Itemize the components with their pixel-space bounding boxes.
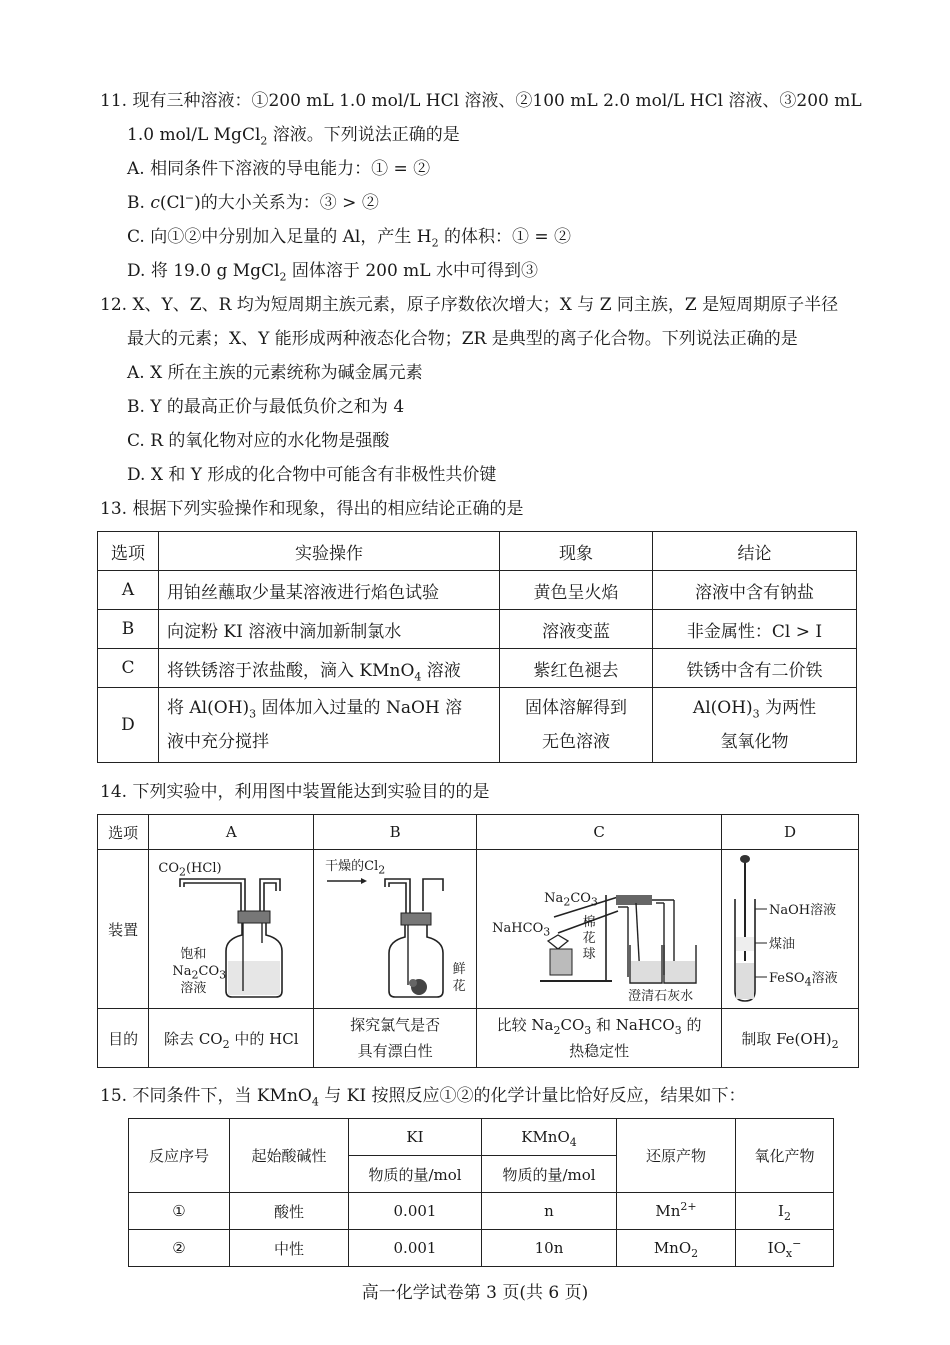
q13-cell-phenomenon: 溶液变蓝 bbox=[500, 610, 653, 649]
a-liquid-label-3: 溶液 bbox=[180, 981, 207, 996]
q13-cell-option: B bbox=[98, 610, 159, 649]
q15-cell-no: ② bbox=[129, 1230, 230, 1267]
q13-cell-option: C bbox=[98, 649, 159, 688]
q14-purpose-c: 比较 $Na_2CO_3$ 和 NaHCO$_3$ 的 热稳定性 bbox=[477, 1009, 722, 1068]
a-liquid-label-1: 饱和 bbox=[180, 947, 207, 962]
q13-cell-option: D bbox=[98, 688, 159, 763]
q13-header-conclusion: 结论 bbox=[653, 532, 857, 571]
table-row bbox=[98, 532, 857, 571]
q14-header-option: 选项 bbox=[98, 815, 149, 850]
table-row bbox=[129, 1193, 834, 1230]
q14-header-d: D bbox=[722, 815, 859, 850]
q13-cell-conclusion: 铁锈中含有二价铁 bbox=[653, 649, 857, 688]
q15-stem: 15. 不同条件下，当 KMnO$_4$ 与 KI 按照反应①②的化学计量比恰好反应，结果如下： bbox=[100, 1086, 746, 1109]
q15-cell-kmno4: n bbox=[482, 1193, 617, 1230]
b-gas-label: 干燥的$Cl_2$ bbox=[325, 859, 386, 877]
q15-header-ki-unit: 物质的量/mol bbox=[349, 1156, 482, 1193]
q12-stem-line2: 最大的元素；X、Y 能形成两种液态化合物；ZR 是典型的离子化合物。下列说法正确的是 bbox=[127, 329, 798, 349]
q15-cell-reduction: MnO$_2$ bbox=[617, 1230, 736, 1267]
q13-cell-phenomenon: 固体溶解得到 无色溶液 bbox=[500, 688, 653, 763]
q12-stem-line1: 12. X、Y、Z、R 均为短周期主族元素，原子序数依次增大；X 与 Z 同主族，Z 是短周期原子半径 bbox=[100, 295, 839, 315]
q13-cell-phenomenon: 黄色呈火焰 bbox=[500, 571, 653, 610]
q13-header-phenomenon: 现象 bbox=[500, 532, 653, 571]
q11-option-d: D. 将 19.0 g MgCl$_2$ 固体溶于 200 mL 水中可得到③ bbox=[127, 261, 538, 284]
table-row bbox=[129, 1230, 834, 1267]
q11-stem-line2: 1.0 mol/L MgCl$_2$ 溶液。下列说法正确的是 bbox=[127, 125, 460, 148]
d-oil-label: 煤油 bbox=[769, 937, 796, 952]
table-row bbox=[98, 571, 857, 610]
table-row bbox=[98, 649, 857, 688]
q13-cell-option: A bbox=[98, 571, 159, 610]
table-row bbox=[98, 610, 857, 649]
q13-cell-operation: 将铁锈溶于浓盐酸，滴入 KMnO$_4$ 溶液 bbox=[159, 649, 500, 688]
q12-option-d: D. X 和 Y 形成的化合物中可能含有非极性共价键 bbox=[127, 465, 497, 485]
q14-device-b bbox=[314, 850, 477, 1009]
table-row bbox=[129, 1119, 834, 1156]
q11-option-a: A. 相同条件下溶液的导电能力：① = ② bbox=[127, 159, 431, 179]
q13-cell-operation: 将 $Al(OH)_3$ 固体加入过量的 NaOH 溶 液中充分搅拌 bbox=[159, 688, 500, 763]
q14-row-purpose-label: 目的 bbox=[98, 1009, 149, 1068]
q15-header-kmno4-unit: 物质的量/mol bbox=[482, 1156, 617, 1193]
q11-stem-line1: 11. 现有三种溶液：①200 mL 1.0 mol/L HCl 溶液、②100 mL 2.0 mol/L HCl 溶液、③200 mL bbox=[100, 91, 862, 111]
q15-header-ki: KI bbox=[349, 1119, 482, 1156]
q13-cell-operation: 向淀粉 KI 溶液中滴加新制氯水 bbox=[159, 610, 500, 649]
q14-header-b: B bbox=[314, 815, 477, 850]
q15-cell-reduction: $Mn^{2+}$ bbox=[617, 1193, 736, 1230]
q14-device-c bbox=[477, 850, 722, 1009]
q14-purpose-d: 制取 $Fe(OH)_2$ bbox=[722, 1009, 859, 1068]
q12-option-a: A. X 所在主族的元素统称为碱金属元素 bbox=[127, 363, 423, 383]
table-row bbox=[98, 815, 859, 850]
table-row bbox=[98, 1009, 859, 1068]
q14-stem: 14. 下列实验中，利用图中装置能达到实验目的的是 bbox=[100, 782, 490, 802]
a-liquid-label-2: $Na_2CO_3$ bbox=[172, 964, 227, 982]
q13-cell-conclusion: $Al(OH)_3$ 为两性 氢氧化物 bbox=[653, 688, 857, 763]
q13-cell-phenomenon: 紫红色褪去 bbox=[500, 649, 653, 688]
q15-cell-no: ① bbox=[129, 1193, 230, 1230]
q13-cell-conclusion: 非金属性：Cl > I bbox=[653, 610, 857, 649]
table-row bbox=[98, 688, 857, 763]
q12-option-b: B. Y 的最高正价与最低负价之和为 4 bbox=[127, 397, 405, 417]
d-naoh-label: NaOH溶液 bbox=[769, 903, 837, 918]
q11-option-c: C. 向①②中分别加入足量的 Al，产生 $H_2$ 的体积：① = ② bbox=[127, 227, 572, 250]
q13-stem: 13. 根据下列实验操作和现象，得出的相应结论正确的是 bbox=[100, 499, 524, 519]
c-cotton-label: 棉花球 bbox=[582, 915, 596, 962]
b-flower-label: 鲜花 bbox=[452, 962, 466, 994]
c-limewater-label: 澄清石灰水 bbox=[628, 989, 694, 1004]
q15-cell-acidity: 中性 bbox=[230, 1230, 349, 1267]
table-row bbox=[98, 850, 859, 1009]
q12-option-c: C. R 的氧化物对应的水化物是强酸 bbox=[127, 431, 390, 451]
q15-cell-ki: 0.001 bbox=[349, 1193, 482, 1230]
q14-device-d bbox=[722, 850, 859, 1009]
q15-header-no: 反应序号 bbox=[129, 1119, 230, 1193]
q15-cell-oxidation: $IO_x^-$ bbox=[736, 1230, 834, 1267]
q13-table bbox=[97, 531, 857, 763]
q14-table bbox=[97, 814, 859, 1068]
q15-header-kmno4: KMnO$_4$ bbox=[482, 1119, 617, 1156]
q14-purpose-b: 探究氯气是否 具有漂白性 bbox=[314, 1009, 477, 1068]
d-feso4-label: FeSO$_4$溶液 bbox=[769, 971, 838, 989]
q15-header-reduction-product: 还原产物 bbox=[617, 1119, 736, 1193]
q15-cell-kmno4: 10n bbox=[482, 1230, 617, 1267]
q14-header-a: A bbox=[149, 815, 314, 850]
q14-purpose-a: 除去 $CO_2$ 中的 HCl bbox=[149, 1009, 314, 1068]
a-gas-label: $CO_2(HCl)$ bbox=[158, 861, 222, 879]
q15-header-acidity: 起始酸碱性 bbox=[230, 1119, 349, 1193]
q13-cell-operation: 用铂丝蘸取少量某溶液进行焰色试验 bbox=[159, 571, 500, 610]
q15-table bbox=[128, 1118, 834, 1267]
q11-option-b: B. c(Cl−)的大小关系为：③ > ② bbox=[127, 191, 379, 213]
q14-device-a bbox=[149, 850, 314, 1009]
q15-cell-acidity: 酸性 bbox=[230, 1193, 349, 1230]
q15-cell-oxidation: $I_2$ bbox=[736, 1193, 834, 1230]
q13-header-option: 选项 bbox=[98, 532, 159, 571]
c-na2co3-label: $Na_2CO_3$ bbox=[544, 891, 598, 909]
q15-cell-ki: 0.001 bbox=[349, 1230, 482, 1267]
q14-header-c: C bbox=[477, 815, 722, 850]
c-nahco3-label: NaHCO$_3$ bbox=[492, 921, 551, 939]
q15-header-oxidation-product: 氧化产物 bbox=[736, 1119, 834, 1193]
q13-header-operation: 实验操作 bbox=[159, 532, 500, 571]
q14-row-device-label: 装置 bbox=[98, 850, 149, 1009]
page-footer: 高一化学试卷第 3 页(共 6 页) bbox=[361, 1283, 589, 1303]
q13-cell-conclusion: 溶液中含有钠盐 bbox=[653, 571, 857, 610]
